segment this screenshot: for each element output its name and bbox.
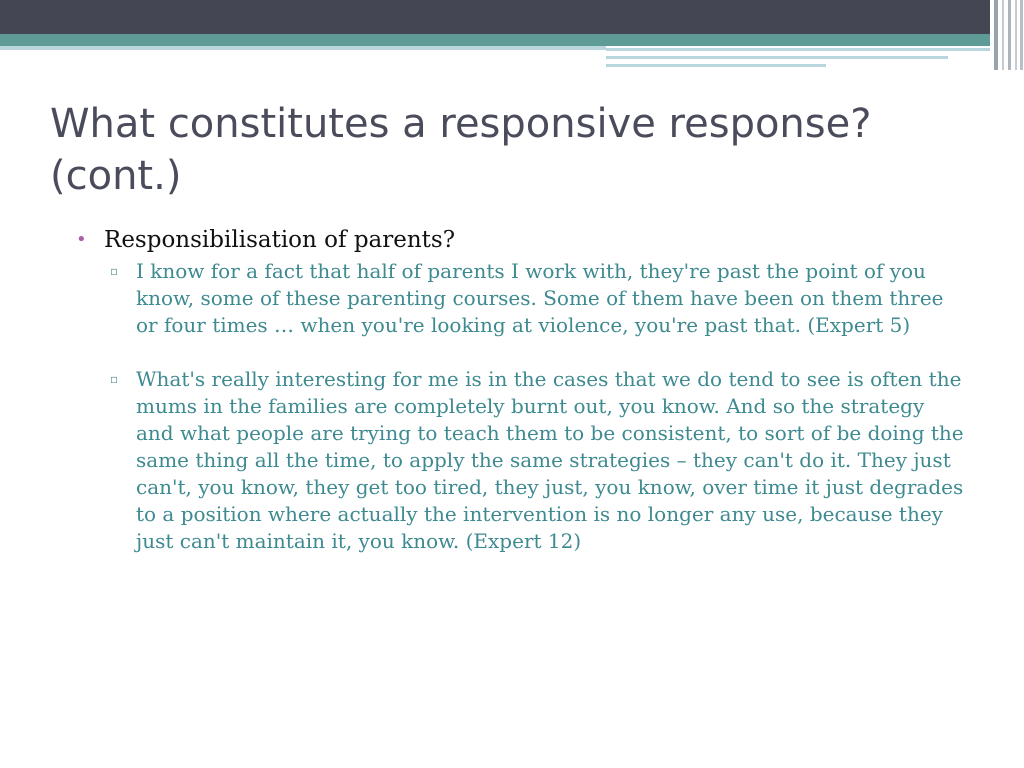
header-accent-line	[606, 56, 948, 59]
vertical-stripe	[1002, 0, 1004, 70]
header-vertical-lines	[990, 0, 1024, 70]
sub-bullet-list	[110, 258, 976, 555]
vertical-stripe	[1015, 0, 1017, 70]
header-teal-band	[0, 34, 1024, 46]
square-bullet-icon: ▫	[110, 372, 119, 386]
vertical-stripe	[994, 0, 998, 70]
header-accent-line	[606, 64, 826, 67]
sub-bullet-item	[110, 366, 976, 555]
square-bullet-icon: ▫	[110, 264, 119, 278]
slide-body	[76, 224, 976, 582]
bullet-item	[76, 224, 976, 256]
vertical-stripe	[1008, 0, 1011, 70]
header-light-band	[0, 46, 610, 50]
quote-text: What's really interesting for me is in the cases that we do tend to see is often the mums in the families are completely burnt out, you know. And so the strategy and what people are trying to teach them to be consistent, to sort of be doing the same thing all the time, to apply the same strategies – they can't do it. They just can't, you know, they get too tired, they just, you know, over time it just degrades to a position where actually the intervention is no longer any use, because they just can't maintain it, you know. (Expert 12)	[136, 367, 964, 553]
slide-title: What constitutes a responsive response? (cont.)	[50, 101, 872, 199]
quote-text: I know for a fact that half of parents I work with, they're past the point of you know, some of these parenting courses. Some of them have been on them three or four times … when you're looking at violence, you're past that. (Expert 5)	[136, 259, 944, 337]
header-dark-band	[0, 0, 1024, 34]
vertical-stripe	[1020, 0, 1023, 70]
header-accent-line	[606, 48, 1024, 51]
bullet-text: Responsibilisation of parents?	[104, 227, 456, 253]
sub-bullet-item	[110, 258, 976, 339]
bullet-dot-icon: •	[76, 229, 87, 250]
